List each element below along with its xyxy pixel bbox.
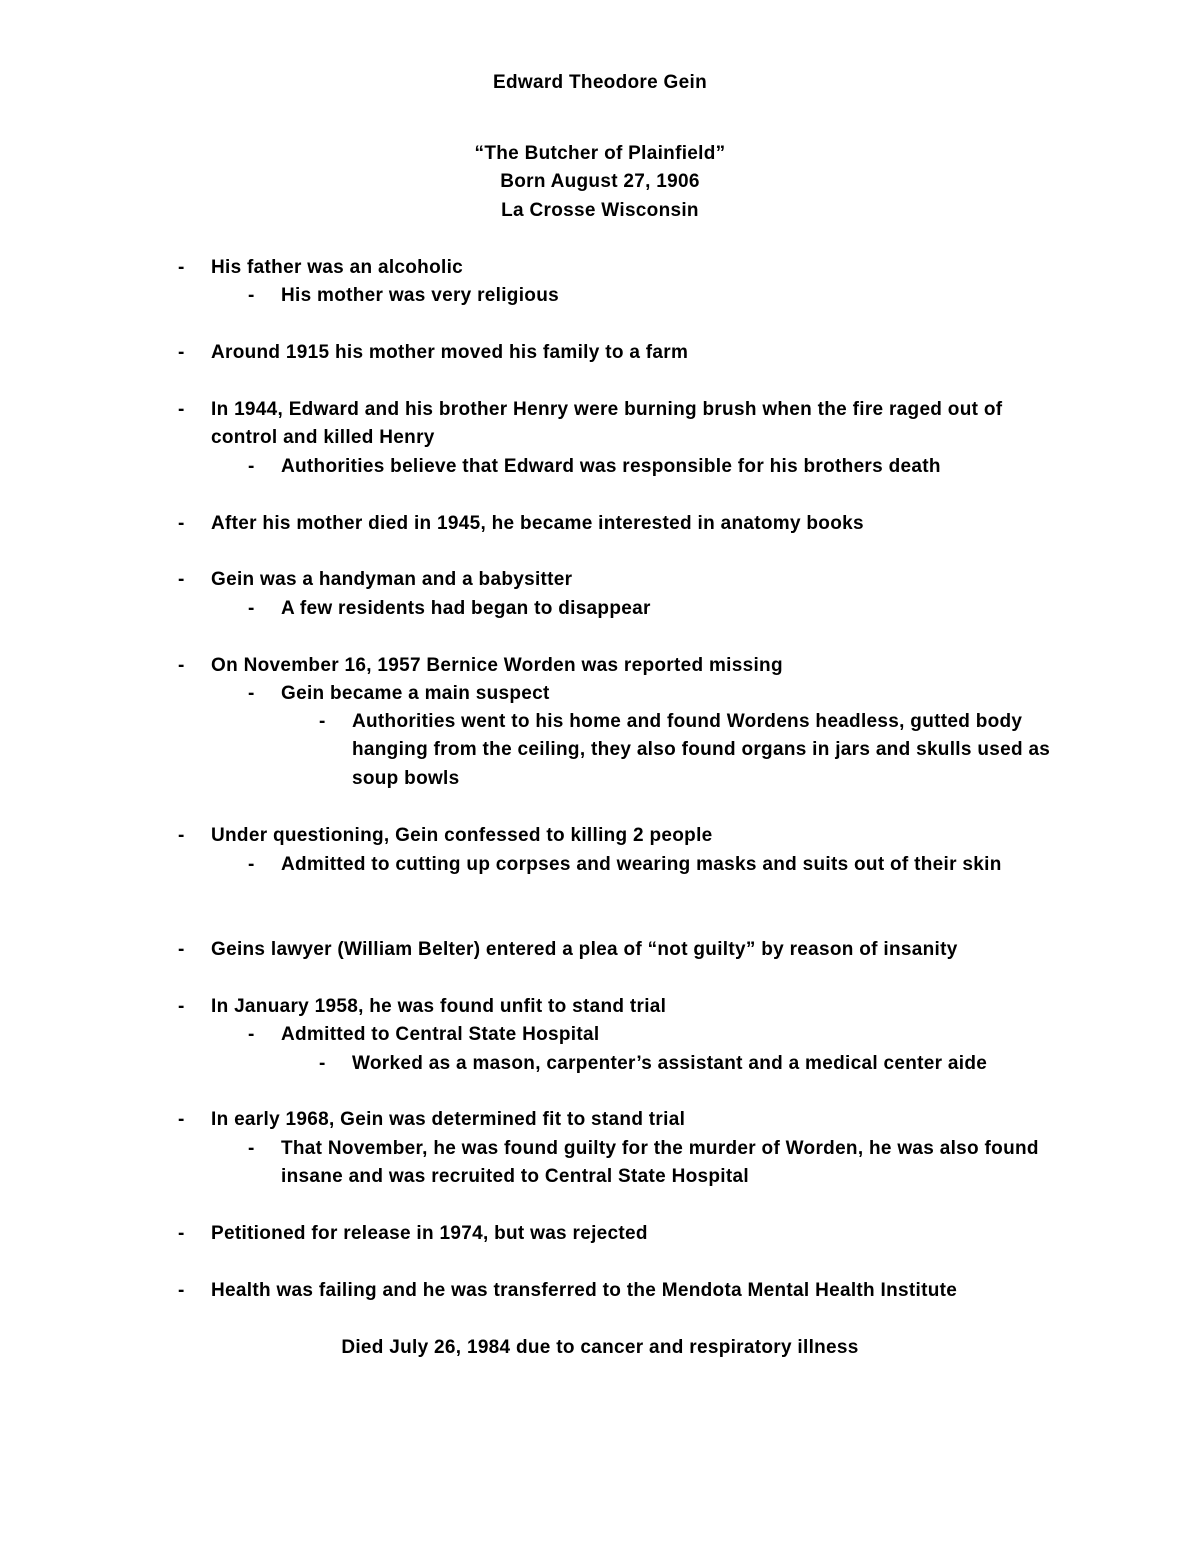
bullet-dash: - — [248, 683, 255, 704]
bullet-text: His mother was very religious — [281, 285, 559, 306]
birth-place-line: La Crosse Wisconsin — [501, 200, 699, 221]
bullet-text: Petitioned for release in 1974, but was rejected — [211, 1223, 648, 1244]
bullet-dash: - — [248, 456, 255, 477]
bullet-text: Authorities believe that Edward was responsible for his brothers death — [281, 456, 941, 477]
bullet-text: On November 16, 1957 Bernice Worden was reported missing — [211, 655, 783, 676]
document-title: Edward Theodore Gein — [493, 72, 707, 93]
bullet-dash: - — [178, 655, 185, 676]
bullet-dash: - — [248, 854, 255, 875]
bullet-text: His father was an alcoholic — [211, 257, 464, 278]
nickname-line: “The Butcher of Plainfield” — [474, 143, 726, 164]
bullet-text: Health was failing and he was transferred to the Mendota Mental Health Institute — [211, 1280, 958, 1301]
bullet-text: After his mother died in 1945, he became interested in anatomy books — [211, 513, 864, 534]
bullet-dash: - — [178, 513, 185, 534]
bullet-dash: - — [178, 939, 185, 960]
bullet-dash: - — [178, 257, 185, 278]
bullet-text: In January 1958, he was found unfit to stand trial — [211, 996, 667, 1017]
bullet-dash: - — [319, 1053, 326, 1074]
bullet-dash: - — [178, 1280, 185, 1301]
bullet-dash: - — [248, 1138, 255, 1159]
bullet-dash: - — [178, 996, 185, 1017]
bullet-text: Gein became a main suspect — [281, 683, 550, 704]
bullet-dash: - — [178, 399, 185, 420]
bullet-text: Worked as a mason, carpenter’s assistant and a medical center aide — [352, 1053, 988, 1074]
bullet-text: Admitted to Central State Hospital — [281, 1024, 600, 1045]
bullet-dash: - — [178, 1223, 185, 1244]
bullet-dash: - — [319, 711, 326, 732]
bullet-text: Under questioning, Gein confessed to killing 2 people — [211, 825, 713, 846]
bullet-dash: - — [178, 569, 185, 590]
bullet-text: Geins lawyer (William Belter) entered a plea of “not guilty” by reason of insanity — [211, 939, 958, 960]
birth-date-line: Born August 27, 1906 — [500, 171, 700, 192]
bullet-dash: - — [248, 285, 255, 306]
bullet-text: A few residents had began to disappear — [281, 598, 651, 619]
bullet-text: In early 1968, Gein was determined fit to stand trial — [211, 1109, 686, 1130]
bullet-dash: - — [178, 1109, 185, 1130]
bullet-dash: - — [248, 1024, 255, 1045]
bullet-dash: - — [178, 342, 185, 363]
bullet-text: Authorities went to his home and found Wordens headless, gutted body hanging from the ceiling, they also found organs in jars and skulls used as soup bowls — [352, 711, 1051, 789]
bullet-text: Around 1915 his mother moved his family to a farm — [211, 342, 689, 363]
bullet-text: Admitted to cutting up corpses and wearing masks and suits out of their skin — [281, 854, 1002, 875]
bullet-text: That November, he was found guilty for the murder of Worden, he was also found insane and was recruited to Central State Hospital — [281, 1138, 1039, 1188]
bullet-dash: - — [248, 598, 255, 619]
bullet-dash: - — [178, 825, 185, 846]
death-line: Died July 26, 1984 due to cancer and respiratory illness — [341, 1337, 859, 1358]
bullet-text: Gein was a handyman and a babysitter — [211, 569, 573, 590]
bullet-text: In 1944, Edward and his brother Henry were burning brush when the fire raged out of control and killed Henry — [211, 399, 1003, 449]
